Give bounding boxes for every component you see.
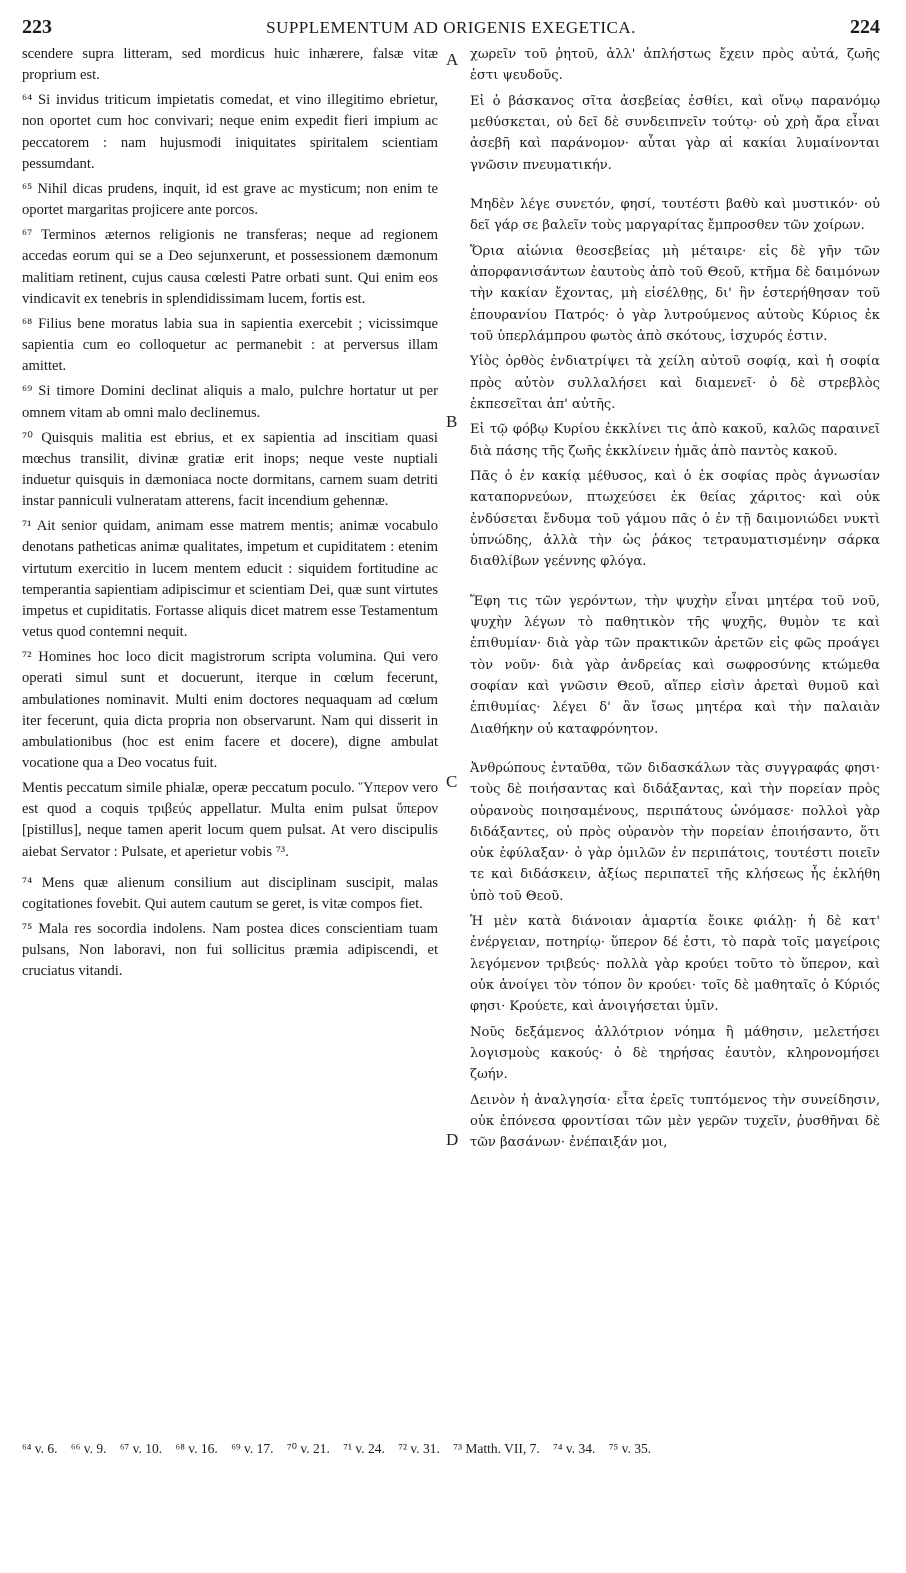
footnote: ⁷⁵ v. 35. xyxy=(608,1441,652,1456)
greek-paragraph: Ὅρια αἰώνια θεοσεβείας μὴ μέταιρε· εἰς δὲ γῆν τῶν ἀπορφανισάντων ἑαυτοὺς ἀπὸ τοῦ Θεοῦ, κτῆμα δὲ δαιμόνων τὴν κακίαν ἔχοντας, μὴ εἰσέλθῃς, δι' ἣν ἐστερήθησαν τοῦ ἐπουρανίου Πατρός· ὁ γὰρ λυτρούμενος αὐτοὺς Κύριος ἐκ τοῦ ὑπερλάμπρου φωτὸς ἀπὸ σκότους, ἰσχυρός ἐστιν. xyxy=(470,243,880,344)
latin-column xyxy=(22,44,438,987)
footnote: ⁷¹ v. 24. xyxy=(343,1441,385,1456)
footnotes xyxy=(22,1440,882,1459)
running-title: SUPPLEMENTUM AD ORIGENIS EXEGETICA. xyxy=(266,18,636,37)
footnote: ⁶⁶ v. 9. xyxy=(70,1441,107,1456)
footnote: ⁶⁴ v. 6. xyxy=(22,1441,58,1456)
latin-paragraph: ⁷² Homines hoc loco dicit magistrorum scripta volumina. Qui vero operati simul sunt et docuerunt, iterque in cœlum fecerunt, ambulationes nominavit. Multi enim doctores nequaquam ad cœlum iter fecerunt, quia dicta propria non observarunt. Nam qui disserit in ambulationibus (hoc est enim facere et docere), digne ambulat vocatione qua a Deo vocatus fuit. xyxy=(22,649,438,771)
latin-paragraph: Mentis peccatum simile phialæ, operæ peccatum poculo. Ὕπερον vero est quod a coquis τριβεύς appellatur. Multa enim pulsat ὕπερον [pistillus], neque tamen aperit locum quem pulsat. At vero discipulis aiebat Servator : Pulsate, et aperietur vobis ⁷³. xyxy=(22,780,438,860)
greek-paragraph: Μηδὲν λέγε συνετόν, φησί, τουτέστι βαθὺ καὶ μυστικόν· οὐ δεῖ γάρ σε βαλεῖν τοὺς μαργαρίτας ἔμπροσθεν τῶν χοίρων. xyxy=(470,196,880,234)
latin-paragraph: scendere supra litteram, sed mordicus huic inhærere, falsæ vitæ proprium est. xyxy=(22,46,438,84)
footnote: ⁷² v. 31. xyxy=(398,1441,440,1456)
page-header xyxy=(22,12,880,42)
latin-paragraph: ⁶⁷ Terminos æternos religionis ne transferas; neque ad regionem accedas eorum qui se a Deo sejunxerunt, et possessionem dæmonum malitiam retinent, cujus causa cœlesti Patre orbati sunt. Qui enim eos vindicavit ex tenebris in splendidissimam lucem, fortis est. xyxy=(22,227,438,307)
margin-letter-b: B xyxy=(446,412,458,431)
margin-letter-c: C xyxy=(446,772,458,791)
page-number-right: 224 xyxy=(850,16,880,38)
greek-paragraph: Ἡ μὲν κατὰ διάνοιαν ἁμαρτία ἔοικε φιάλῃ· ἡ δὲ κατ' ἐνέργειαν, ποτηρίῳ· ὕπερον δέ ἐστι, τὸ παρὰ τοῖς μαγείροις λεγόμενον τριβεύς· πολλὰ γὰρ κρούει τοῦτο τὸ ὕπερον, καὶ οὐκ ἀνοίγει τὸν τόπον ὃν κρούει· τοῖς δὲ μαθηταῖς ὁ Κύριός φησι· Κρούετε, καὶ ἀνοιγήσεται ὑμῖν. xyxy=(470,914,880,1015)
latin-paragraph: ⁶⁴ Si invidus triticum impietatis comedat, et vino illegitimo ebrietur, non oportet cum hoc convivari; neque enim expedit fieri impium ac peccatorem : nam hujusmodi iniquitates spiritalem scientiam pessumdant. xyxy=(22,92,438,172)
greek-paragraph: Εἰ ὁ βάσκανος σῖτα ἀσεβείας ἐσθίει, καὶ οἴνῳ παρανόμῳ μεθύσκεται, οὐ δεῖ δὲ συνδειπνεῖν τούτῳ· οὐ χρὴ ἄρα εἶναι ἀσεβῆ καὶ παράνομον· αὗται γὰρ αἱ κακίαι λυμαίνονται γνῶσιν πνευματικήν. xyxy=(470,93,880,173)
latin-paragraph: ⁶⁵ Nihil dicas prudens, inquit, id est grave ac mysticum; non enim te oportet margaritas projicere ante porcos. xyxy=(22,180,438,219)
footnote: ⁶⁸ v. 16. xyxy=(175,1441,218,1456)
latin-paragraph: ⁷⁴ Mens quæ alienum consilium aut disciplinam suscipit, malas cogitationes fovebit. Qui autem cautum se geret, is vitæ compos fiet. xyxy=(22,874,438,912)
margin-letter-a: A xyxy=(446,50,459,69)
greek-paragraph: Ἔφη τις τῶν γερόντων, τὴν ψυχὴν εἶναι μητέρα τοῦ νοῦ, ψυχὴν λέγων τὸ παθητικὸν τῆς ψυχῆς, θυμὸν τε καὶ ἐπιθυμίαν· διὰ γὰρ τῶν πρακτικῶν ἀρετῶν εἰς φῶς προάγει τὸν νοῦν· διὰ γὰρ ἀνδρείας καὶ σωφροσύνης κτώμεθα σοφίαν καὶ γνῶσιν Θεοῦ, αἵπερ εἰσὶν ἀρεταὶ θυμοῦ καὶ ἐπιθυμίας· λέγει δ' ἂν ἴσως μητέρα καὶ τὴν παλαιὰν Διαθήκην οὐ καταφρόνητον. xyxy=(470,593,880,737)
footnote: ⁷³ Matth. VII, 7. xyxy=(453,1441,540,1456)
greek-paragraph: χωρεῖν τοῦ ῥητοῦ, ἀλλ' ἀπλήστως ἔχειν πρὸς αὐτά, ζωῆς ἐστι ψευδοῦς. xyxy=(470,47,880,84)
greek-paragraph: Ἀνθρώπους ἐνταῦθα, τῶν διδασκάλων τὰς συγγραφάς φησι· τοὺς δὲ ποιήσαντας καὶ διδάξαντας, καὶ τὴν πορείαν πρὸς οὐρανοὺς ποιησαμένους, περιπάτους ὠνόμασε· πολλοὶ γὰρ διδάξαντες, οὐ πρὸς οὐρανὸν τὴν πορείαν ἐποιήσαντο, ὅτι οὐκ ἐφύλαξαν· ὁ γὰρ ὁμιλῶν ἐν περιπάτοις, τουτέστι ποιεῖν τε καὶ διδάσκειν, ἀξίως περιπατεῖ τῆς κλήσεως ἧς ἐκλήθη ὑπὸ τοῦ Θεοῦ. xyxy=(470,760,880,904)
margin-letter-d: D xyxy=(446,1130,459,1149)
latin-paragraph: ⁶⁹ Si timore Domini declinat aliquis a malo, pulchre hortatur ut per omnem vitam ab omni malo declinemus. xyxy=(22,383,438,421)
latin-paragraph: ⁷¹ Ait senior quidam, animam esse matrem mentis; animæ vocabulo denotans patheticas animæ qualitates, impetum et cupiditatem : etenim virtutum exercitio in lucem mentem educit : siquidem fortitudine ac temperantia sapientiam adipiscimur et scientiam Dei, quæ sunt virtutes impetus et cupiditatis. Fortasse aliquis dicet matrem esse Testamentum vetus quod contemni nequit. xyxy=(22,518,438,641)
latin-paragraph: ⁷⁰ Quisquis malitia est ebrius, et ex sapientia ad inscitiam quasi mœchus transilit, divinæ gratiæ erit inops; neque veste nuptiali induetur quisquis in dæmoniaca nocte dormitans, carnem suam detriti instar panniculi vulneratam atterens, facit incendium gehennæ. xyxy=(22,429,438,510)
greek-paragraph: Πᾶς ὁ ἐν κακίᾳ μέθυσος, καὶ ὁ ἐκ σοφίας πρὸς ἀγνωσίαν καταπορνεύων, πτωχεύσει ἐκ θείας χάριτος· καὶ οὐκ ἐνδύσεται ἔνδυμα τοῦ γάμου πᾶς ὁ ἐν τῇ δαιμονιώδει νυκτὶ ὑπνώδης, ἀλλὰ τὴν ὡς ῥάκος τετραυματισμένην σάρκα διαθλίβων γεέννης φλόγα. xyxy=(470,468,880,570)
page-number-left: 223 xyxy=(22,16,52,38)
greek-paragraph: Δεινὸν ἡ ἀναλγησία· εἶτα ἐρεῖς τυπτόμενος τὴν συνείδησιν, οὐκ ἐπόνεσα φροντίσαι τῶν μὲν γερῶν τυχεῖν, ῥυσθῆναι δὲ τῶν βασάνων· ἐνέπαιξάν μοι, xyxy=(470,1092,880,1151)
latin-paragraph: ⁷⁵ Mala res socordia indolens. Nam postea dices conscientiam tuam pulsans, Non laboravi, non fui sollicitus præmia adipiscendi, et cruciatus vitandi. xyxy=(22,921,438,980)
footnote: ⁶⁷ v. 10. xyxy=(119,1441,163,1456)
latin-paragraph: ⁶⁸ Filius bene moratus labia sua in sapientia exercebit ; vicissimque sapientia cum eo colloquetur ac permanebit : at perversus illam amittet. xyxy=(22,315,438,375)
greek-paragraph: Νοῦς δεξάμενος ἀλλότριον νόημα ἢ μάθησιν, μελετήσει λογισμοὺς κακούς· ὁ δὲ τηρήσας ἑαυτὸν, κληρονομήσει ζωήν. xyxy=(470,1024,880,1083)
footnote: ⁶⁹ v. 17. xyxy=(231,1441,274,1456)
greek-paragraph: Υἱὸς ὀρθὸς ἐνδιατρίψει τὰ χείλη αὐτοῦ σοφίᾳ, καὶ ἡ σοφία πρὸς αὐτὸν συλλαλήσει καὶ διαμενεῖ· ὁ δὲ στρεβλὸς ἐκπεσεῖται ἀπ' αὐτῆς. xyxy=(470,354,880,412)
footnote: ⁷⁰ v. 21. xyxy=(286,1441,330,1456)
greek-column xyxy=(470,44,880,1158)
footnote: ⁷⁴ v. 34. xyxy=(553,1441,596,1456)
greek-paragraph: Εἰ τῷ φόβῳ Κυρίου ἐκκλίνει τις ἀπὸ κακοῦ, καλῶς παραινεῖ διὰ πάσης τῆς ζωῆς ἐκκλίνειν ἡμᾶς ἀπὸ παντὸς κακοῦ. xyxy=(470,422,880,459)
